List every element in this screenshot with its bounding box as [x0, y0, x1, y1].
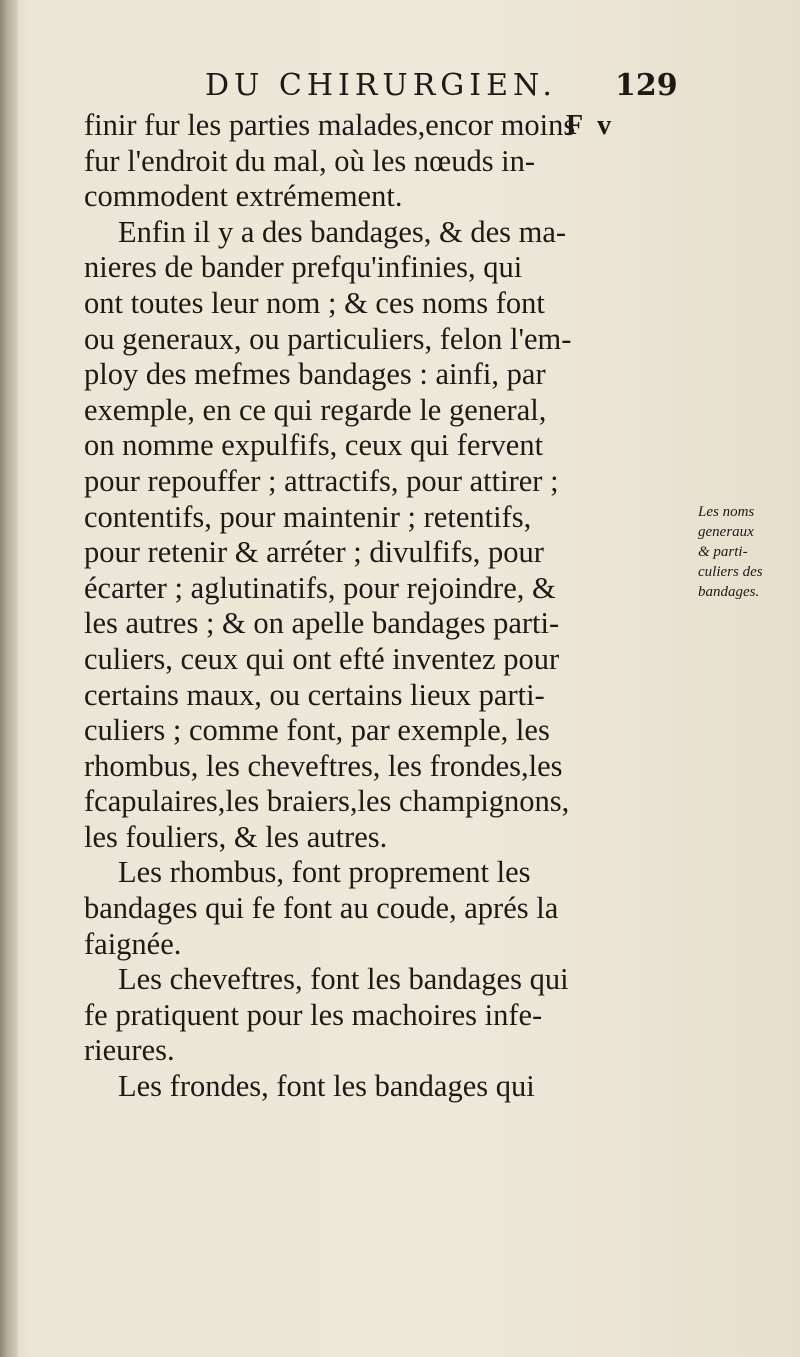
text-line: rhombus, les cheveftres, les frondes,les [84, 748, 563, 783]
text-line: fe pratiquent pour les machoires infe- [84, 997, 543, 1032]
text-line: pour retenir & arréter ; divulfifs, pour [84, 535, 544, 570]
page-header [0, 68, 800, 108]
text-line: culiers ; comme font, par exemple, les [84, 713, 550, 748]
text-line: finir fur les parties malades,encor moins [84, 108, 576, 142]
marginal-note-line: generaux [698, 524, 754, 540]
text-line: contentifs, pour maintenir ; retentifs, [84, 499, 532, 534]
marginal-note-line: culiers des [698, 564, 763, 580]
text-line: nieres de bander prefqu'infinies, qui [84, 250, 523, 285]
text-line: faignée. [84, 926, 182, 961]
text-line: commodent extrémement. [84, 179, 403, 214]
text-line: rieures. [84, 1033, 175, 1068]
text-line: écarter ; aglutinatifs, pour rejoindre, & [84, 570, 556, 605]
text-line: ont toutes leur nom ; & ces noms font [84, 285, 545, 320]
text-line: Les frondes, font les bandages qui [118, 1069, 535, 1104]
text-line: pour repouffer ; attractifs, pour attirer ; [84, 463, 559, 498]
page-number: 129 [615, 68, 678, 103]
marginal-note-line: & parti- [698, 544, 748, 560]
text-line: Enfin il y a des bandages, & des ma- [118, 214, 567, 249]
text-line: fcapulaires,les braiers,les champignons, [84, 784, 570, 819]
text-line: fur l'endroit du mal, où les nœuds in- [84, 143, 536, 178]
signature-mark: F v [566, 110, 616, 141]
text-line: exemple, en ce qui regarde le general, [84, 392, 547, 427]
text-line: les autres ; & on apelle bandages parti- [84, 606, 560, 641]
marginal-note-line: Les noms [698, 504, 755, 520]
text-line: on nomme expulfifs, ceux qui fervent [84, 428, 544, 463]
running-head: DU CHIRURGIEN. [205, 68, 557, 103]
text-line: ou generaux, ou particuliers, felon l'em- [84, 321, 572, 356]
marginal-note-line: bandages. [698, 584, 760, 600]
page-binding-shadow [0, 0, 18, 1357]
text-line: Les cheveftres, font les bandages qui [118, 962, 569, 997]
text-line: ploy des mefmes bandages : ainfi, par [84, 357, 546, 392]
text-line: Les rhombus, font proprement les [118, 855, 531, 890]
body-text [84, 108, 684, 1145]
marginal-note [698, 502, 793, 602]
text-line: les fouliers, & les autres. [84, 819, 388, 854]
text-line: bandages qui fe font au coude, aprés la [84, 891, 559, 926]
text-line: certains maux, ou certains lieux parti- [84, 677, 545, 712]
text-line: culiers, ceux qui ont efté inventez pour [84, 641, 560, 676]
